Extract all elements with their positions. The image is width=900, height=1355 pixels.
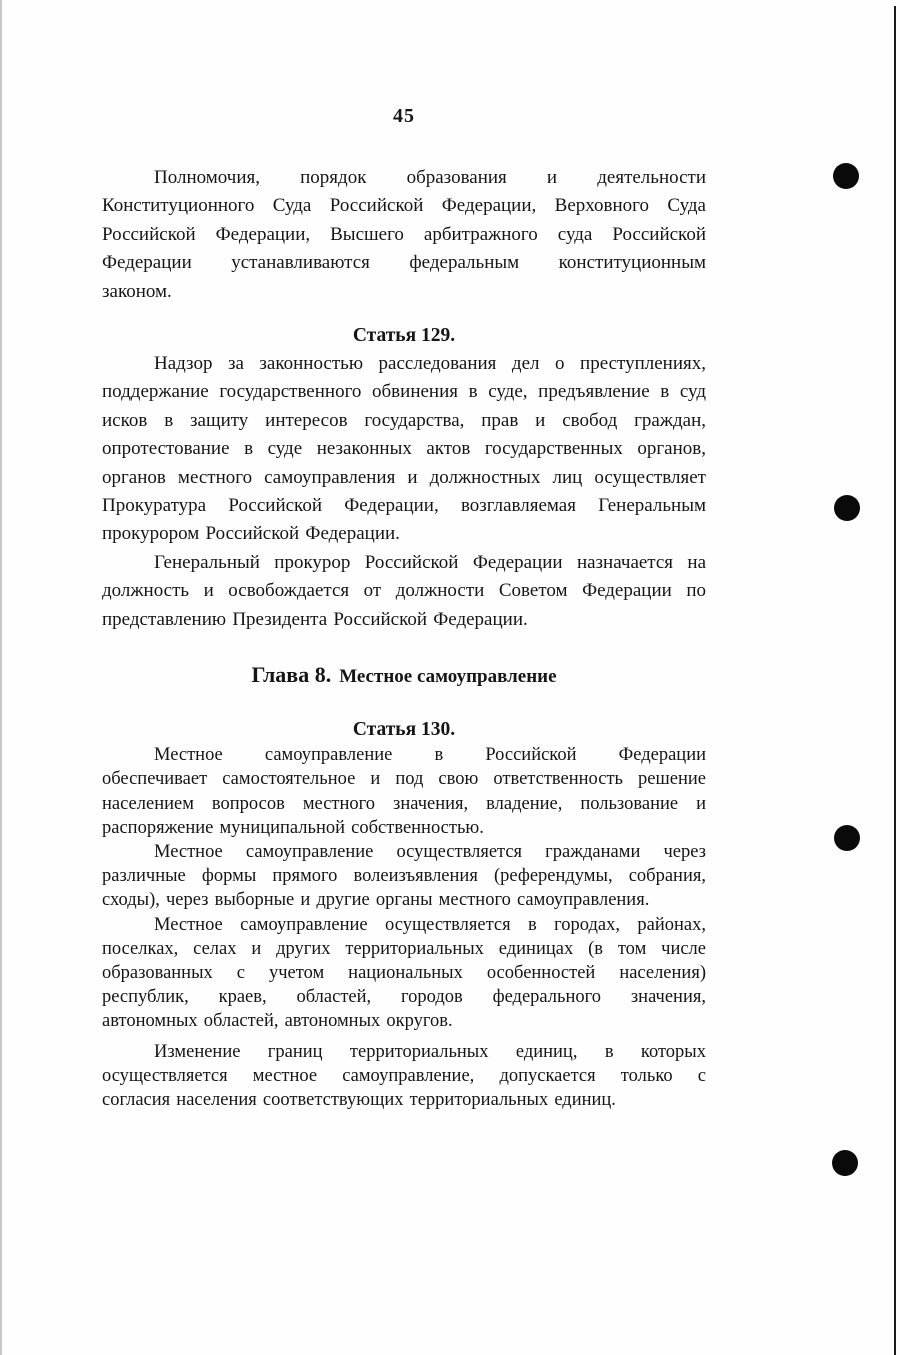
text-line: исков в защиту интересов государства, прав и свобод граждан, xyxy=(102,409,706,431)
paragraph xyxy=(102,549,706,634)
text-line: должность и освобождается от должности Советом Федерации по xyxy=(102,580,706,602)
paragraph xyxy=(102,840,706,913)
text-line: обеспечивает самостоятельное и под свою ответственность решение xyxy=(102,769,706,790)
punch-hole-mark xyxy=(833,163,859,189)
text-line: Надзор за законностью расследования дел о преступлениях, xyxy=(154,353,706,375)
text-line: опротестование в суде незаконных актов государственных органов, xyxy=(102,438,706,460)
paragraph xyxy=(102,164,706,306)
paragraph xyxy=(102,913,706,1034)
text-line: согласия населения соответствующих территориальных единиц. xyxy=(102,1089,616,1110)
text-line: органов местного самоуправления и должностных лиц осуществляет xyxy=(102,466,706,488)
page-number: 45 xyxy=(393,105,415,127)
text-line: распоряжение муниципальной собственностью. xyxy=(102,817,484,838)
chapter-number: Глава 8. xyxy=(251,662,332,688)
text-line: сходы), через выборные и другие органы местного самоуправления. xyxy=(102,890,650,911)
paragraph xyxy=(102,1040,706,1113)
scan-edge-left-line xyxy=(0,0,2,1355)
text-line: поселках, селах и других территориальных единицах (в том числе xyxy=(102,938,706,959)
text-line: Прокуратура Российской Федерации, возглавляемая Генеральным xyxy=(102,495,706,517)
text-line: представлению Президента Российской Федерации. xyxy=(102,608,528,630)
text-line: Конституционного Суда Российской Федерации, Верховного Суда xyxy=(102,195,706,217)
text-line: образованных с учетом национальных особенностей населения) xyxy=(102,962,706,983)
punch-hole-mark xyxy=(832,1150,858,1176)
text-line: Полномочия, порядок образования и деятельности xyxy=(154,167,706,188)
text-line: республик, краев, областей, городов федерального значения, xyxy=(102,987,706,1008)
text-line: Федерации устанавливаются федеральным конституционным xyxy=(102,252,706,274)
scan-edge-right-line xyxy=(894,6,896,1355)
text-line: автономных областей, автономных округов. xyxy=(102,1011,453,1032)
text-line: Изменение границ территориальных единиц, в которых xyxy=(154,1041,706,1062)
text-line: Местное самоуправление в Российской Федерации xyxy=(154,745,706,766)
punch-hole-mark xyxy=(834,495,860,521)
text-column xyxy=(102,0,706,1112)
text-line: поддержание государственного обвинения в суде, предъявление в суд xyxy=(102,381,706,403)
text-line: Генеральный прокурор Российской Федерации назначается на xyxy=(154,551,706,573)
text-line: различные формы прямого волеизъявления (референдумы, собрания, xyxy=(102,866,706,887)
text-line: населением вопросов местного значения, владение, пользование и xyxy=(102,793,706,814)
text-line: прокурором Российской Федерации. xyxy=(102,523,400,545)
punch-hole-mark xyxy=(834,825,860,851)
text-line: Местное самоуправление осуществляется гражданами через xyxy=(154,841,706,862)
text-line: Местное самоуправление осуществляется в городах, районах, xyxy=(154,914,706,935)
article-heading-129: Статья 129. xyxy=(352,325,456,347)
article-heading-130: Статья 130. xyxy=(352,719,456,741)
chapter-title: Местное самоуправление xyxy=(339,666,557,688)
text-line: Российской Федерации, Высшего арбитражного суда Российской xyxy=(102,223,706,245)
text-line: законом. xyxy=(102,280,172,302)
paragraph xyxy=(102,743,706,840)
text-line: осуществляется местное самоуправление, допускается только с xyxy=(102,1065,706,1086)
chapter-heading xyxy=(102,660,706,693)
paragraph xyxy=(102,350,706,549)
